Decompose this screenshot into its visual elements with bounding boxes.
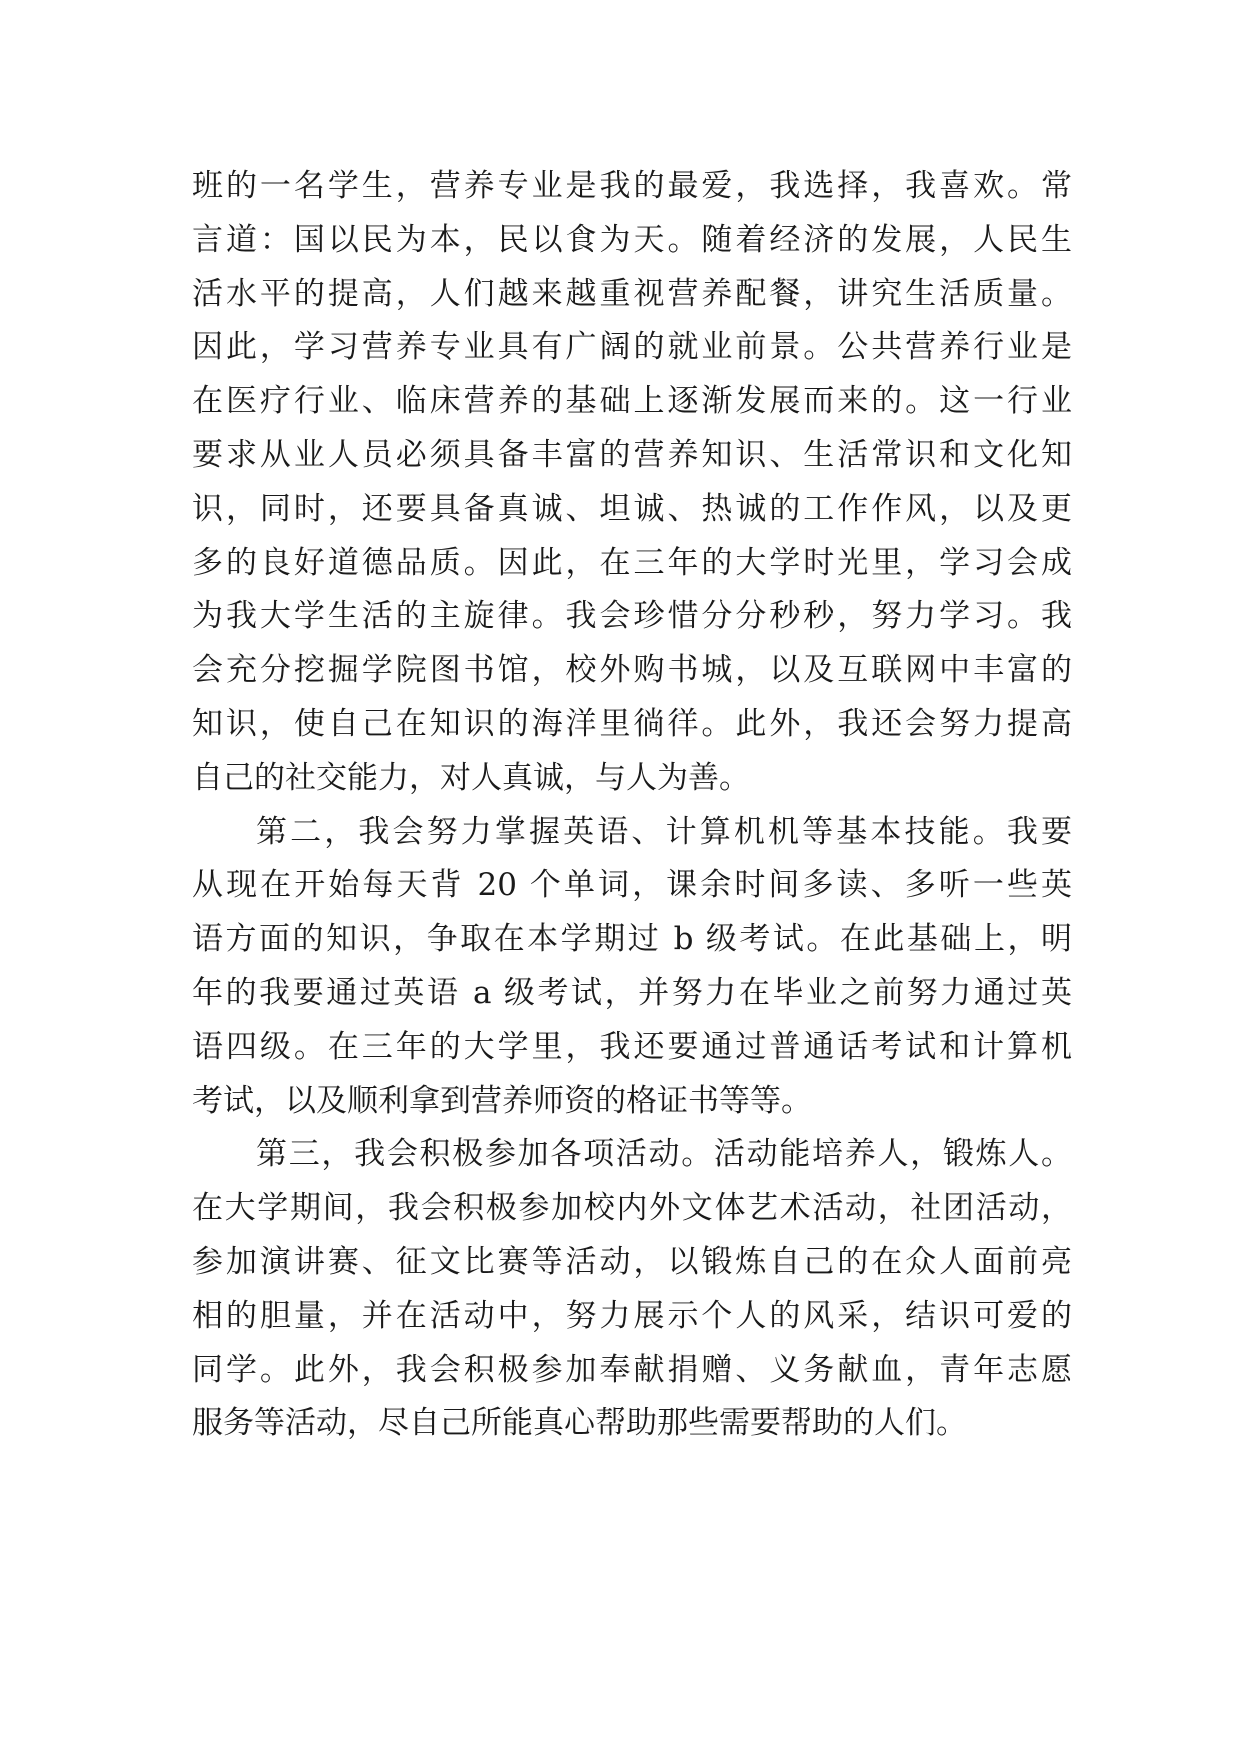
text-line: 相的胆量，并在活动中，努力展示个人的风采，结识可爱的 [192,1297,1072,1334]
text-line: 年的我要通过英语 a 级考试，并努力在毕业之前努力通过英 [192,974,1072,1011]
text-line: 在医疗行业、临床营养的基础上逐渐发展而来的。这一行业 [192,383,1072,420]
text-line: 因此，学习营养专业具有广阔的就业前景。公共营养行业是 [192,329,1072,366]
text-line: 多的良好道德品质。因此，在三年的大学时光里，学习会成 [192,544,1072,581]
body-text [192,160,1072,1451]
text-line: 言道：国以民为本，民以食为天。随着经济的发展，人民生 [192,221,1072,258]
text-line: 要求从业人员必须具备丰富的营养知识、生活常识和文化知 [192,436,1072,473]
text-line: 在大学期间，我会积极参加校内外文体艺术活动，社团活动， [192,1190,1072,1227]
text-line: 参加演讲赛、征文比赛等活动，以锻炼自己的在众人面前亮 [192,1243,1072,1280]
text-line: 语四级。在三年的大学里，我还要通过普通话考试和计算机 [192,1028,1072,1065]
text-line: 知识，使自己在知识的海洋里徜徉。此外，我还会努力提高 [192,705,1072,742]
text-line: 第二，我会努力掌握英语、计算机机等基本技能。我要 [256,813,1072,850]
text-line: 从现在开始每天背 20 个单词，课余时间多读、多听一些英 [192,867,1072,904]
text-line: 自己的社交能力，对人真诚，与人为善。 [192,759,750,796]
text-line: 服务等活动，尽自己所能真心帮助那些需要帮助的人们。 [192,1405,967,1442]
text-line: 识，同时，还要具备真诚、坦诚、热诚的工作作风，以及更 [192,490,1072,527]
text-line: 活水平的提高，人们越来越重视营养配餐，讲究生活质量。 [192,275,1072,312]
text-line: 语方面的知识，争取在本学期过 b 级考试。在此基础上，明 [192,921,1072,958]
text-line: 会充分挖掘学院图书馆，校外购书城，以及互联网中丰富的 [192,652,1072,689]
text-line: 为我大学生活的主旋律。我会珍惜分分秒秒，努力学习。我 [192,598,1072,635]
text-line: 考试，以及顺利拿到营养师资的格证书等等。 [192,1082,812,1119]
text-line: 同学。此外，我会积极参加奉献捐赠、义务献血，青年志愿 [192,1351,1072,1388]
text-line: 班的一名学生，营养专业是我的最爱，我选择，我喜欢。常 [192,168,1072,204]
text-line: 第三，我会积极参加各项活动。活动能培养人，锻炼人。 [256,1136,1072,1173]
